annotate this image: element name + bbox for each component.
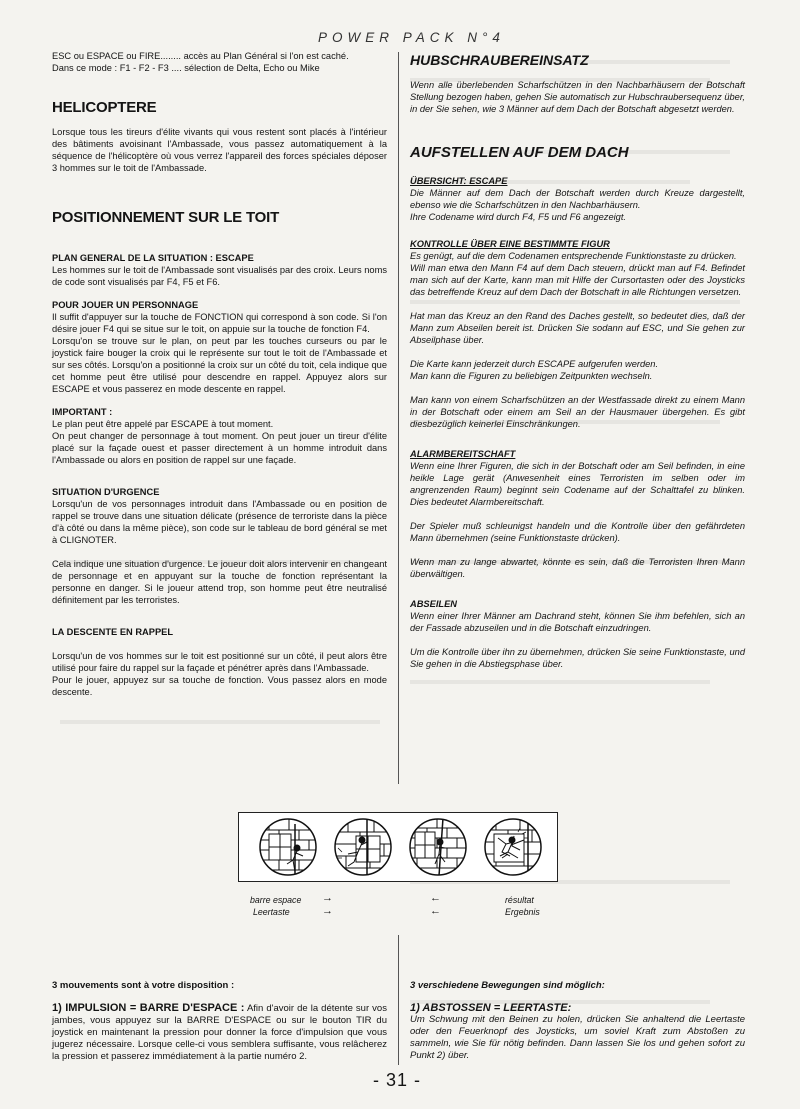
subsection-title-kontrolle: KONTROLLE ÜBER EINE BESTIMMTE FIGUR xyxy=(410,239,610,249)
left-column xyxy=(52,50,387,698)
alarm-body-3: Wenn man zu lange abwartet, könnte es sein, daß die Terroristen Ihren Mann überwältigen. xyxy=(410,557,745,579)
uebersicht-body-2: Ihre Codename wird durch F4, F5 und F6 angezeigt. xyxy=(410,212,627,222)
important-body-2: On peut changer de personnage à tout moment. On peut jouer un tireur d'élite placé sur la façade ouest et passer directement à un homme introduit dans l'Ambassade ou alors en position de rappel sur une façade. xyxy=(52,431,387,465)
subsection-title-descente: LA DESCENTE EN RAPPEL xyxy=(52,627,174,637)
important-body-1: Le plan peut être appelé par ESCAPE à tout moment. xyxy=(52,419,274,429)
alarm-body-1: Wenn eine Ihrer Figuren, die sich in der Botschaft oder am Seil befinden, in eine heikle Lage gerät (Anwesenheit eines Terroristen im selben oder im angrenzenden Raum) beginnt sein Codename auf der Schalttafel zu blinken. Dies bedeutet Alarmbereitschaft. xyxy=(410,461,745,507)
arrow-right-1: → xyxy=(322,892,333,904)
helicoptere-body: Lorsque tous les tireurs d'élite vivants qui vous restent sont placés à l'intérieur des bâtiments avoisinant l'Ambassade, vous passez automatiquement à la séquence de l'hélicoptère où vous verrez l'appareil des forces spéciales déposer 3 hommes sur le toit de l'Ambassade. xyxy=(52,127,387,173)
page-number: - 31 - xyxy=(373,1070,422,1090)
subsection-title-important: IMPORTANT : xyxy=(52,407,113,417)
panel-4-break-window xyxy=(484,818,542,876)
page-header: POWER PACK N°4 xyxy=(318,30,505,45)
urgence-body-1: Lorsqu'un de vos personnages introduit dans l'Ambassade ou en position de rappel se trouve dans une situation délicate (présence de terroriste dans la pièce d'à côté ou dans la même pièce), son code sur le tableau de bord général se met à CLIGNOTER. xyxy=(52,499,387,545)
kontrolle-body-4: Die Karte kann jederzeit durch ESCAPE aufgerufen werden. Man kann die Figuren zu beliebigen Zeitpunkten wechseln. xyxy=(410,359,659,381)
intro-line-2: Dans ce mode : F1 - F2 - F3 .... sélection de Delta, Echo ou Mike xyxy=(52,63,320,73)
bottom-left-heading: 3 mouvements sont à votre disposition : xyxy=(52,980,235,991)
section-title-positionnement: POSITIONNEMENT SUR LE TOIT xyxy=(52,209,280,226)
bottom-left-block xyxy=(52,980,387,1063)
section-title-aufstellen: AUFSTELLEN AUF DEM DACH xyxy=(410,144,629,161)
urgence-body-2: Cela indique une situation d'urgence. Le joueur doit alors intervenir en changeant de personnage et en appuyant sur la touche de fonction représentant la personne en danger. Si le joueur attend trop, son homme peut être neutralisé définitement par les terroristes. xyxy=(52,559,387,605)
hubschrauber-body: Wenn alle überlebenden Scharfschützen in den Nachbarhäusern der Botschaft Stellung bezogen haben, gehen Sie automatisch zur Hubschraubersequenz über, in der Sie sehen, wie 3 Männer auf dem Dach der Botschaft abgesetzt werden. xyxy=(410,80,745,114)
descente-body-1: Lorsqu'un de vos hommes sur le toit est positionné sur un côté, il peut alors être utilisé pour faire du rappel sur la façade et pénétrer après dans l'Ambassade. xyxy=(52,651,387,673)
abstossen-body: Um Schwung mit den Beinen zu holen, drücken Sie anhaltend die Leertaste oder den Feuerknopf des Joysticks, um soviel Kraft zum Abstoßen zu sammeln, wie Sie für nötig befinden. Dann lassen Sie los und gehen sofort zu Punkt 2) über. xyxy=(410,1014,745,1061)
abseilen-body-2: Um die Kontrolle über ihn zu übernehmen, drücken Sie seine Funktionstaste, und Sie gehen in die Abstiegsphase über. xyxy=(410,647,745,669)
jouer-body-2: Lorsqu'on se trouve sur le plan, on peut par les touches curseurs ou par le joystick faire bouger la croix qui le représente sur tout le toit de l'Ambassade et sur ses côtés. Lorsqu'on a positionné la croix sur un côté du toit, cela indique que cet homme peut être utilisé pour descendre en rappel. Appuyez alors sur ESCAPE et vous passerez en mode descente en rappel. xyxy=(52,336,387,394)
plan-body: Les hommes sur le toit de l'Ambassade sont visualisés par des croix. Leurs noms de code sont visualisés par F4, F5 et F6. xyxy=(52,265,387,287)
abstossen-title: 1) ABSTOSSEN = LEERTASTE: xyxy=(410,1002,572,1014)
column-divider-bottom xyxy=(398,935,399,1065)
section-title-hubschrauber: HUBSCHRAUBEREINSATZ xyxy=(410,52,589,68)
abseilen-body-1: Wenn einer Ihrer Männer am Dachrand steht, können Sie ihm befehlen, sich an der Fassade abzuseilen und in die Botschaft einzudringen. xyxy=(410,611,745,633)
caption-resultat: résultat xyxy=(505,895,534,905)
bottom-right-block xyxy=(410,980,745,1062)
rappel-illustration xyxy=(238,812,558,882)
caption-leertaste: Leertaste xyxy=(253,907,290,917)
subsection-title-abseilen: ABSEILEN xyxy=(410,599,458,609)
impulsion-body: Afin d'avoir de la détente sur vos jambes, vous appuyez sur la BARRE D'ESPACE ou sur le bouton TIR du joystick en maintenant la pression pour donner la force d'impulsion que vous jugerez nécessaire. Lorsque celle-ci vous semblera suffisante, vous relâcherez la pression et passerez immédiatement à la partie numéro 2. xyxy=(52,1003,387,1062)
caption-barre-espace: barre espace xyxy=(250,895,302,905)
arrow-right-2: → xyxy=(322,905,333,917)
subsection-title-jouer: POUR JOUER UN PERSONNAGE xyxy=(52,300,199,310)
right-column xyxy=(410,50,745,670)
panel-2-push-off xyxy=(334,818,392,876)
subsection-title-uebersicht: ÜBERSICHT: ESCAPE xyxy=(410,176,508,186)
kontrolle-body-5: Man kann von einem Scharfschützen an der Westfassade direkt zu einem Mann in der Botschaft oder einem am Seil an der Hausmauer übergehen. Es gibt diesbezüglich keinerlei Einschränkungen. xyxy=(410,395,745,429)
column-divider xyxy=(398,52,399,784)
caption-ergebnis: Ergebnis xyxy=(505,907,540,917)
subsection-title-plan: PLAN GENERAL DE LA SITUATION : ESCAPE xyxy=(52,253,254,263)
arrow-left-1: ← xyxy=(430,892,441,904)
kontrolle-body-3: Hat man das Kreuz an den Rand des Daches gestellt, so bedeutet dies, daß der Mann zum Abseilen bereit ist. Drücken Sie sodann auf ESC, und Sie gehen zur Abseilphase über. xyxy=(410,311,745,345)
panel-3-swing xyxy=(409,818,467,876)
alarm-body-2: Der Spieler muß schleunigst handeln und die Kontrolle über den gefährdeten Mann übernehmen (seine Funktionstaste drücken). xyxy=(410,521,745,543)
intro-line-1: ESC ou ESPACE ou FIRE........ accès au Plan Général si l'on est caché. xyxy=(52,51,349,61)
kontrolle-body-2: Will man etwa den Mann F4 auf dem Dach steuern, drückt man auf F4. Befindet man sich auf der Karte, kann man mit Hilfe der Cursortasten oder des Joysticks das betreffende Kreuz auf dem Dach der Botschaft in alle Richtungen versetzen. xyxy=(410,263,745,297)
uebersicht-body-1: Die Männer auf dem Dach der Botschaft werden durch Kreuze dargestellt, ebenso wie die Scharfschützen in den Nachbarhäusern. xyxy=(410,188,745,210)
bottom-right-heading: 3 verschiedene Bewegungen sind möglich: xyxy=(410,980,605,991)
subsection-title-alarm: ALARMBEREITSCHAFT xyxy=(410,449,516,459)
descente-body-2: Pour le jouer, appuyez sur sa touche de fonction. Vous passez alors en mode descente. xyxy=(52,675,387,697)
impulsion-title: 1) IMPULSION = BARRE D'ESPACE : xyxy=(52,1002,245,1014)
section-title-helicoptere: HELICOPTERE xyxy=(52,99,157,116)
jouer-body-1: Il suffit d'appuyer sur la touche de FONCTION qui correspond à son code. Si l'on désire jouer F4 qui se situe sur le toit, on appuie sur la touche de fonction F4. xyxy=(52,312,387,334)
panel-1-window-start xyxy=(259,818,317,876)
kontrolle-body-1: Es genügt, auf die dem Codenamen entsprechende Funktionstaste zu drücken. xyxy=(410,251,737,261)
arrow-left-2: ← xyxy=(430,905,441,917)
subsection-title-urgence: SITUATION D'URGENCE xyxy=(52,487,160,497)
